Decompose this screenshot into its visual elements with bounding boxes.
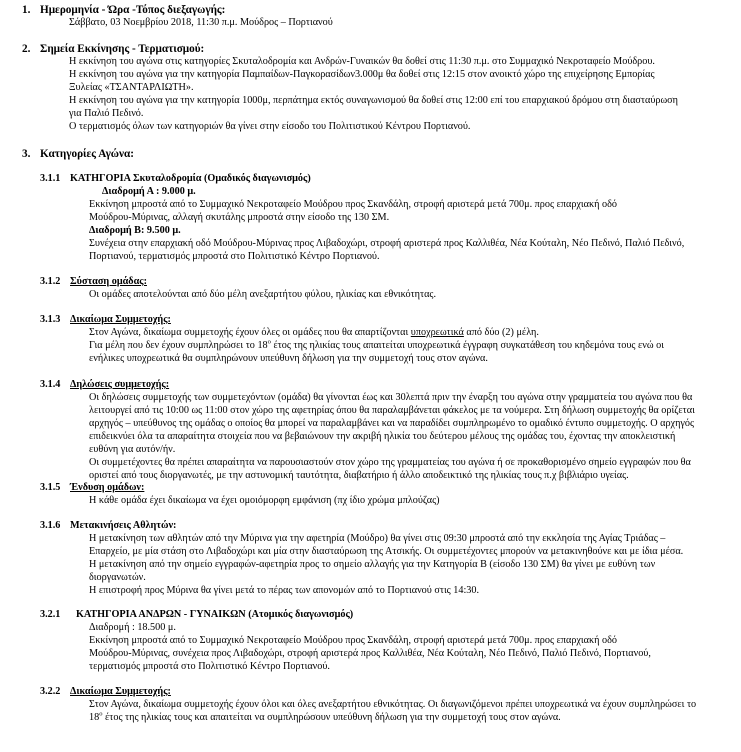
section-1-number: 1. bbox=[22, 4, 31, 16]
subsection-314-line: ευθύνη για αυτόν/ήν. bbox=[89, 444, 176, 455]
subsection-321-line: Διαδρομή : 18.500 μ. bbox=[89, 622, 176, 633]
route-b-heading: Διαδρομή Β: 9.500 μ. bbox=[89, 225, 181, 236]
subsection-316-line: Η μετακίνηση από την σημείο εγγραφών-αφετηρία προς το σημείο αλλαγής για την Κατηγορία Β (είσοδο 130 ΣΜ) θα γίνει με ευθύνη των bbox=[89, 559, 656, 570]
subsection-316-line: Η μετακίνηση των αθλητών από την Μύρινα για την αφετηρία (Μούδρο) θα γίνει στις 09:30 μπροστά από την εκκλησία της Αγίας Τριάδας – bbox=[89, 533, 666, 544]
subsection-322-number: 3.2.2 bbox=[40, 686, 61, 697]
subsection-311-number: 3.1.1 bbox=[40, 173, 61, 184]
section-2-line: Η εκκίνηση του αγώνα στις κατηγορίες Σκυταλοδρομία και Ανδρών-Γυναικών θα δοθεί στις 11:30 π.μ. στο Συμμαχικό Νεκροταφείο Μούδρου. bbox=[69, 56, 655, 67]
subsection-315-line: Η κάθε ομάδα έχει δικαίωμα να έχει ομοιόμορφη εμφάνιση (πχ ίδιο χρώμα μπλούζας) bbox=[89, 495, 440, 506]
section-2-line: Ξυλείας «ΤΣΑΝΤΑΡΛΙΩΤΗ». bbox=[69, 82, 194, 93]
subsection-315-title: Ένδυση ομάδων: bbox=[70, 482, 145, 493]
subsection-314-line: οριστεί από τους διοργανωτές, με την αστυνομική ταυτότητα, διαβατήριο ή άλλο αποδεικτικό της ηλικίας τους π.χ βιβλιάριο υγείας. bbox=[89, 470, 629, 481]
section-2-line: για Παλιό Πεδινό. bbox=[69, 108, 144, 119]
subsection-314-line: αρχηγός – υπεύθυνος της ομάδας ο οποίος θα μπορεί να παραλαμβάνει και να παραδίδει συμπληρωμένο το ομαδικό έντυπο συμμετοχής. Ο αρχηγός bbox=[89, 418, 695, 429]
subsection-312-title: Σύσταση ομάδας: bbox=[70, 276, 147, 287]
text-run: Στον Αγώνα, δικαίωμα συμμετοχής έχουν όλες οι ομάδες που θα απαρτίζονται bbox=[89, 327, 411, 338]
section-2-line: Ο τερματισμός όλων των κατηγοριών θα γίνει στην είσοδο του Πολιτιστικού Κέντρου Πορτιανού. bbox=[69, 121, 471, 132]
subsection-314-number: 3.1.4 bbox=[40, 379, 61, 390]
subsection-315-number: 3.1.5 bbox=[40, 482, 61, 493]
section-2-number: 2. bbox=[22, 43, 31, 55]
subsection-316-number: 3.1.6 bbox=[40, 520, 61, 531]
section-1-line: Σάββατο, 03 Νοεμβρίου 2018, 11:30 π.μ. Μούδρος – Πορτιανού bbox=[69, 17, 333, 28]
subsection-314-line: λειτουργεί από τις 10:00 ως 11:00 στον χώρο της αφετηρίας όπου θα παραλαμβάνεται φάκελος με τα νούμερα. Στη δήλωση συμμετοχής θα ορίζεται bbox=[89, 405, 695, 416]
subsection-313-number: 3.1.3 bbox=[40, 314, 61, 325]
route-b-line: Συνέχεια στην επαρχιακή οδό Μούδρου-Μύρινας προς Λιβαδοχώρι, στροφή αριστερά προς Καλλιθέα, Νέα Κούταλη, Νέο Πεδινό, Παλιό Πεδινό, bbox=[89, 238, 685, 249]
subsection-311-title: ΚΑΤΗΓΟΡΙΑ Σκυταλοδρομία (Ομαδικός διαγωνισμός) bbox=[70, 173, 311, 184]
section-3-number: 3. bbox=[22, 148, 31, 160]
subsection-316-line: Επαρχείο, με μία στάση στο Λιβαδοχώρι και μία στην διασταύρωση της Ατσικής. Οι συμμετέχοντες μπορούν να μετακινηθούνε και με ίδια μέσα. bbox=[89, 546, 684, 557]
subsection-321-line: τερματισμός μπροστά στο Πολιτιστικό Κέντρο Πορτιανού. bbox=[89, 661, 330, 672]
subsection-313-line bbox=[89, 327, 539, 339]
ordinal-superscript: ο bbox=[267, 338, 271, 346]
subsection-321-title: ΚΑΤΗΓΟΡΙΑ ΑΝΔΡΩΝ - ΓΥΝΑΙΚΩΝ (Ατομικός διαγωνισμός) bbox=[76, 609, 354, 620]
subsection-321-line: Μούδρου-Μύρινας, συνέχεια προς Λιβαδοχώρι, στροφή αριστερά προς Καλλιθέα, Νέα Κούταλη, Νέο Πεδινό, Παλιό Πεδινό, Πορτιανού, bbox=[89, 648, 651, 659]
subsection-312-number: 3.1.2 bbox=[40, 276, 61, 287]
route-a-line: Εκκίνηση μπροστά από το Συμμαχικό Νεκροταφείο Μούδρου προς Σκανδάλη, στροφή αριστερά μετά 700μ. προς επαρχιακή οδό bbox=[89, 199, 618, 210]
subsection-322-line: Στον Αγώνα, δικαίωμα συμμετοχής έχουν όλοι και όλες ανεξαρτήτου εθνικότητας. Οι διαγωνιζόμενοι πρέπει υποχρεωτικά να έχουν συμπληρώσει το bbox=[89, 699, 697, 710]
subsection-316-line: διοργανωτών. bbox=[89, 572, 146, 583]
text-run: έτος της ηλικίας τους απαιτείται υποχρεωτικά έγγραφη συγκατάθεση του κηδεμόνα τους ενώ οι bbox=[270, 340, 664, 351]
subsection-314-title: Δηλώσεις συμμετοχής: bbox=[70, 379, 170, 390]
subsection-313-line bbox=[89, 340, 664, 352]
route-a-heading: Διαδρομή Α : 9.000 μ. bbox=[102, 186, 196, 197]
section-2-line: Η εκκίνηση του αγώνα για την κατηγορία Παμπαίδων-Παγκορασίδων3.000μ θα δοθεί στις 12:15 στον ανοικτό χώρο της επιχείρησης Εμπορίας bbox=[69, 69, 655, 80]
text-run: 18 bbox=[89, 712, 100, 723]
subsection-316-title: Μετακινήσεις Αθλητών: bbox=[70, 520, 177, 531]
section-2-line: Η εκκίνηση του αγώνα για την κατηγορία 1000μ, περπάτημα εκτός συναγωνισμού θα δοθεί στις 12:00 επί του επαρχιακού δρόμου στη διασταύρωση bbox=[69, 95, 678, 106]
subsection-313-title: Δικαίωμα Συμμετοχής: bbox=[70, 314, 171, 325]
underlined-term: υποχρεωτικά bbox=[410, 327, 464, 338]
subsection-314-line: Οι δηλώσεις συμμετοχής των συμμετεχόντων (ομάδα) θα γίνονται έως και 30λεπτά πριν την έναρξη του αγώνα στην γραμματεία του αγώνα που θα bbox=[89, 392, 693, 403]
subsection-321-line: Εκκίνηση μπροστά από το Συμμαχικό Νεκροταφείο Μούδρου προς Σκανδάλη, στροφή αριστερά μετά 700μ. προς επαρχιακή οδό bbox=[89, 635, 618, 646]
section-1-title: Ημερομηνία - Ώρα -Τόπος διεξαγωγής: bbox=[40, 4, 226, 16]
ordinal-superscript: ο bbox=[99, 710, 103, 718]
route-a-line: Μούδρου-Μύρινας, αλλαγή σκυτάλης μπροστά στην είσοδο της 130 ΣΜ. bbox=[89, 212, 390, 223]
subsection-314-line: Οι συμμετέχοντες θα πρέπει απαραίτητα να παρουσιαστούν στον χώρο της γραμματείας του αγώνα ή σε προκαθορισμένο σημείο εγγραφών που θα bbox=[89, 457, 691, 468]
text-run: Για μέλη που δεν έχουν συμπληρώσει το 18 bbox=[89, 340, 268, 351]
section-2-title: Σημεία Εκκίνησης - Τερματισμού: bbox=[40, 43, 205, 55]
subsection-321-number: 3.2.1 bbox=[40, 609, 61, 620]
subsection-313-line: ενήλικες υποχρεωτικά θα συμπληρώνουν υπεύθυνη δήλωση για την συμμετοχή τους στον αγώνα. bbox=[89, 353, 488, 364]
subsection-312-line: Οι ομάδες αποτελούνται από δύο μέλη ανεξαρτήτου φύλου, ηλικίας και εθνικότητας. bbox=[89, 289, 437, 300]
subsection-322-line bbox=[89, 712, 561, 724]
subsection-322-title: Δικαίωμα Συμμετοχής: bbox=[70, 686, 171, 697]
text-run: έτος της ηλικίας τους και απαιτείται να συμπληρώσουν υπεύθυνη δήλωση για την συμμετοχή τους στον αγώνα. bbox=[102, 712, 561, 723]
section-3-title: Κατηγορίες Αγώνα: bbox=[40, 148, 134, 160]
text-run: από δύο (2) μέλη. bbox=[463, 327, 539, 338]
subsection-314-line: επιδεικνύει όλα τα απαραίτητα στοιχεία που να βεβαιώνουν την ακριβή ηλικία του δεύτερου μέλους της ομάδας του, έχοντας την αποκλειστική bbox=[89, 431, 676, 442]
subsection-316-line: Η επιστροφή προς Μύρινα θα γίνει μετά το πέρας των απονομών από το Πορτιανού στις 14:30. bbox=[89, 585, 480, 596]
route-b-line: Πορτιανού, τερματισμός μπροστά στο Πολιτιστικό Κέντρο Πορτιανού. bbox=[89, 251, 380, 262]
